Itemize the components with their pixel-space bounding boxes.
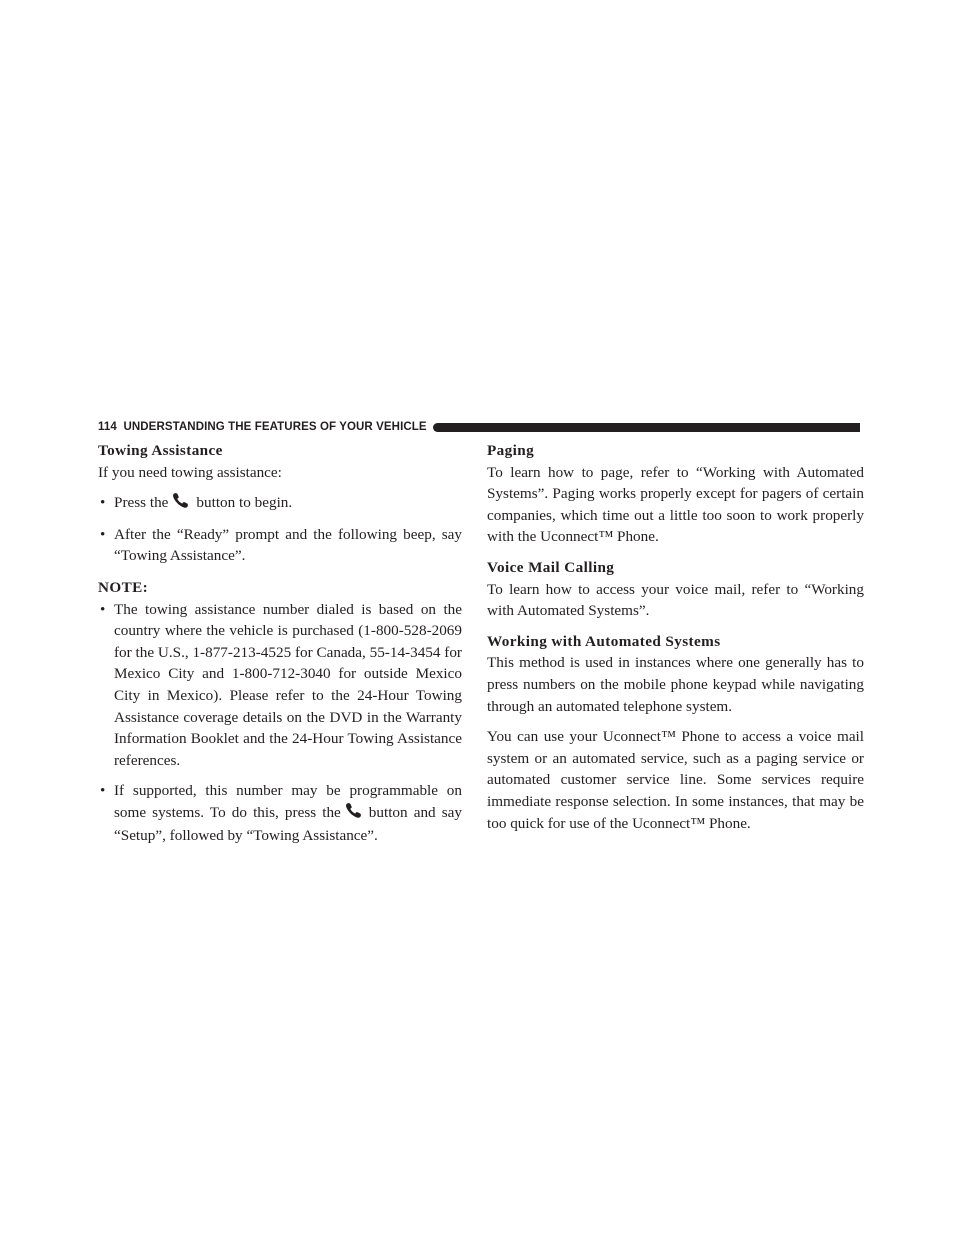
- phone-icon: [345, 802, 363, 825]
- voice-mail-text: To learn how to access your voice mail, refer to “Working with Automated Systems”.: [487, 580, 864, 620]
- paging-heading: Paging: [487, 442, 535, 459]
- towing-steps-list: [98, 492, 462, 567]
- bullet-icon: •: [100, 782, 106, 800]
- automated-systems-usage-text: You can use your Uconnect™ Phone to access a voice mail system or an automated service, such as a paging service or automated customer service line. Some services require immediate response selection. In some instances, that may be too quick for use of the Uconnect™ Phone.: [487, 728, 864, 832]
- left-column: [98, 440, 462, 846]
- automated-systems-heading: Working with Automated Systems: [487, 632, 721, 650]
- after-ready-text: After the “Ready” prompt and the following beep, say “Towing Assistance”.: [114, 525, 462, 565]
- note-bullet-text: The towing assistance number dialed is based on the country where the vehicle is purchased (1-800-528-2069 for the U.S., 1-877-213-4525 for Canada, 55-14-3454 for Mexico City and 1-800-712-3040 for outside Mexico City in Mexico). Please refer to the 24-Hour Towing Assistance coverage details on the DVD in the Warranty Information Booklet and the 24-Hour Towing Assistance references.: [114, 600, 462, 769]
- list-item: [98, 780, 462, 846]
- automated-systems-text: This method is used in instances where one generally has to press numbers on the mobile phone keypad while navigating through an automated telephone system.: [487, 654, 864, 715]
- section-title: UNDERSTANDING THE FEATURES OF YOUR VEHICLE: [123, 421, 427, 433]
- press-text-after: button to begin.: [196, 494, 293, 512]
- page-header: [98, 419, 860, 435]
- note-list: [98, 599, 462, 847]
- right-column: [487, 440, 864, 834]
- bullet-icon: •: [100, 494, 106, 512]
- bullet-icon: •: [100, 600, 106, 618]
- voice-mail-heading: Voice Mail Calling: [487, 558, 615, 576]
- bullet-icon: •: [100, 525, 106, 543]
- programmable-text-after: button and say “Setup”, followed by “Towing Assistance”.: [114, 803, 462, 844]
- list-item: [98, 524, 462, 567]
- programmable-text-before: If supported, this number may be programmable on some systems. To do this, press the: [114, 782, 462, 821]
- towing-assistance-heading: Towing Assistance: [98, 442, 223, 459]
- press-text-before: Press the: [114, 494, 169, 512]
- note-label: NOTE:: [98, 578, 149, 596]
- header-text: [98, 421, 427, 433]
- phone-icon: [172, 492, 190, 515]
- list-item: [98, 599, 462, 772]
- towing-intro: If you need towing assistance:: [98, 463, 282, 481]
- page-number: 114: [98, 421, 117, 433]
- paging-text: To learn how to page, refer to “Working with Automated Systems”. Paging works properly except for pagers of certain companies, which time out a little too soon to work properly with the Uconnect™ Phone.: [487, 463, 864, 546]
- header-rule: [433, 423, 860, 432]
- list-item: [98, 492, 462, 515]
